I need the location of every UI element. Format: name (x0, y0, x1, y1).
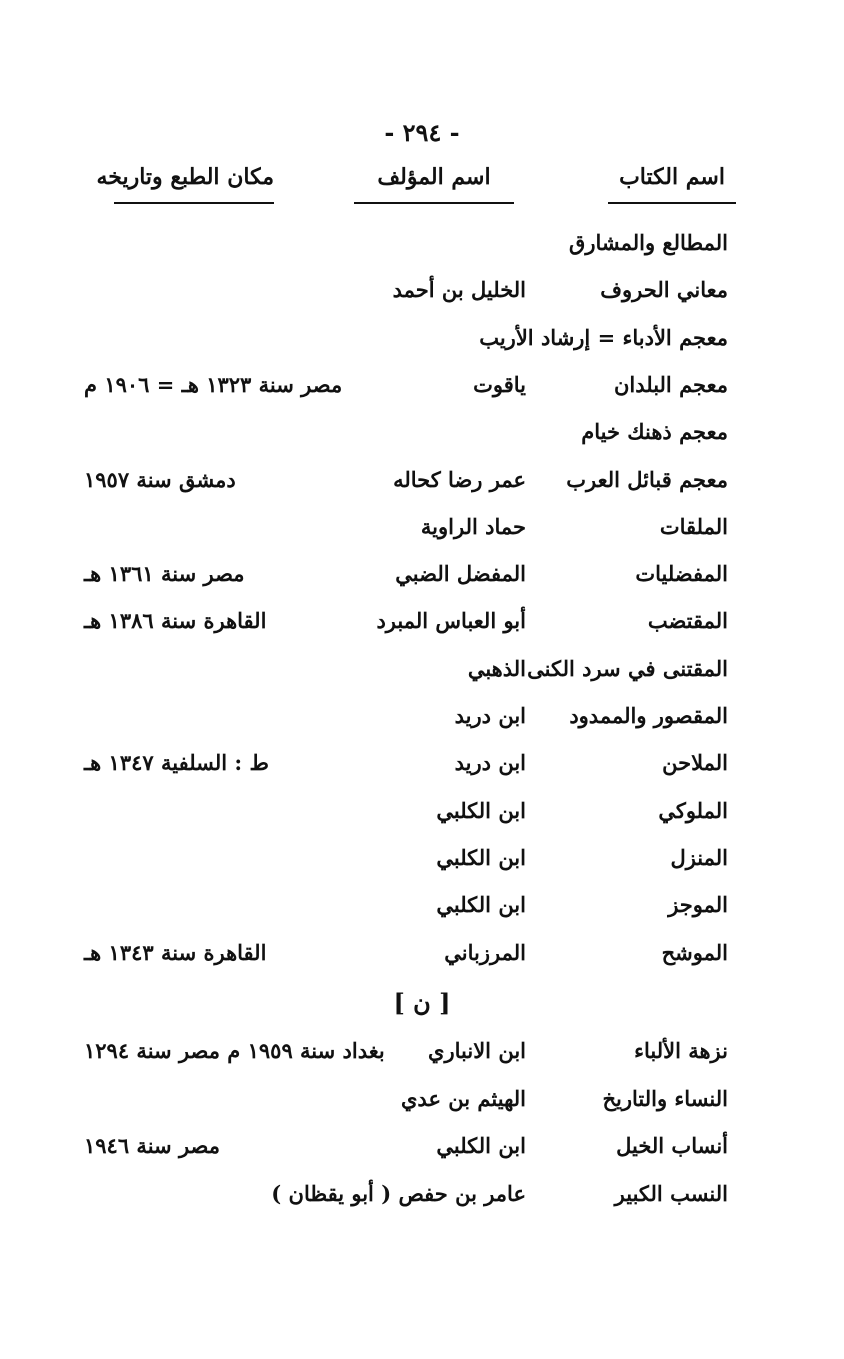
book-title: الموشح (661, 939, 728, 965)
author-name: المفضل الضبي (395, 561, 526, 587)
table-row (0, 1131, 844, 1177)
header-print-place-date: مكان الطبع وتاريخه (114, 164, 274, 204)
table-row (0, 606, 844, 652)
book-title: المقصور والممدود (569, 703, 728, 728)
author-name: ابن دريد (454, 703, 526, 728)
book-title: معاني الحروف (600, 277, 728, 303)
book-title: الملقات (659, 513, 728, 539)
table-row (0, 465, 844, 511)
section-letter: [ ن ] (393, 988, 451, 1017)
page-number: - ٢٩٤ - (384, 118, 460, 147)
author-name: ابن الكلبي (436, 797, 526, 823)
table-row (0, 796, 844, 842)
author-name: حماد الراوية (420, 513, 526, 539)
book-title: الملاحن (662, 750, 728, 776)
author-name: المرزباني (444, 939, 526, 965)
header-book-title: اسم الكتاب (608, 164, 736, 204)
table-row (0, 323, 844, 369)
table-row (0, 1084, 844, 1130)
print-place-date: بغداد سنة ١٩٥٩ م مصر سنة ١٢٩٤ (84, 1038, 385, 1063)
table-row (0, 890, 844, 936)
author-name: ابن دريد (454, 750, 526, 776)
book-title: معجم الأدباء = إرشاد الأريب (479, 324, 728, 350)
table-row (0, 748, 844, 794)
book-title: المنزل (670, 844, 728, 870)
table-row (0, 512, 844, 558)
print-place-date: ط : السلفية ١٣٤٧ هـ (84, 750, 269, 776)
table-row (0, 228, 844, 274)
book-title: الملوكي (658, 797, 728, 823)
author-name: ابن الانباري (428, 1038, 526, 1063)
print-place-date: القاهرة سنة ١٣٨٦ هـ (84, 608, 267, 634)
author-name: ابن الكلبي (436, 844, 526, 870)
print-place-date: دمشق سنة ١٩٥٧ (84, 466, 236, 492)
author-name: ابن الكلبي (436, 892, 526, 918)
book-title: النسب الكبير (614, 1180, 728, 1206)
table-row (0, 843, 844, 889)
author-name: أبو العباس المبرد (376, 608, 526, 634)
book-title: معجم ذهنك خيام (581, 419, 728, 445)
print-place-date: مصر سنة ١٣٢٣ هـ = ١٩٠٦ م (84, 371, 343, 397)
header-author: اسم المؤلف (354, 164, 514, 204)
book-title: المقتنى في سرد الكنى (527, 655, 728, 681)
book-title: المطالع والمشارق (569, 230, 728, 255)
book-title: معجم قبائل العرب (566, 466, 728, 492)
book-title: النساء والتاريخ (602, 1085, 728, 1111)
book-title: أنساب الخيل (616, 1133, 728, 1158)
book-title: معجم البلدان (613, 371, 728, 397)
book-title: المفضليات (635, 561, 728, 587)
author-name: الخليل بن أحمد (392, 277, 526, 303)
table-row (0, 417, 844, 463)
book-title: الموجز (668, 892, 728, 918)
author-name: ابن الكلبي (436, 1133, 526, 1158)
author-name: عامر بن حفص ( أبو يقظان ) (271, 1180, 526, 1206)
print-place-date: مصر سنة ١٣٦١ هـ (84, 561, 245, 587)
table-row (0, 1036, 844, 1082)
table-row (0, 275, 844, 321)
author-name: عمر رضا كحاله (393, 466, 526, 492)
table-row (0, 938, 844, 984)
book-title: المقتضب (647, 608, 728, 634)
print-place-date: القاهرة سنة ١٣٤٣ هـ (84, 939, 267, 965)
table-row (0, 701, 844, 747)
print-place-date: مصر سنة ١٩٤٦ (84, 1133, 220, 1158)
author-name: ياقوت (473, 371, 526, 397)
table-row (0, 1179, 844, 1225)
book-title: نزهة الألباء (634, 1038, 728, 1063)
table-row (0, 559, 844, 605)
table-row (0, 370, 844, 416)
author-name: الذهبي (467, 655, 526, 681)
author-name: الهيثم بن عدي (400, 1085, 526, 1111)
table-row (0, 654, 844, 700)
